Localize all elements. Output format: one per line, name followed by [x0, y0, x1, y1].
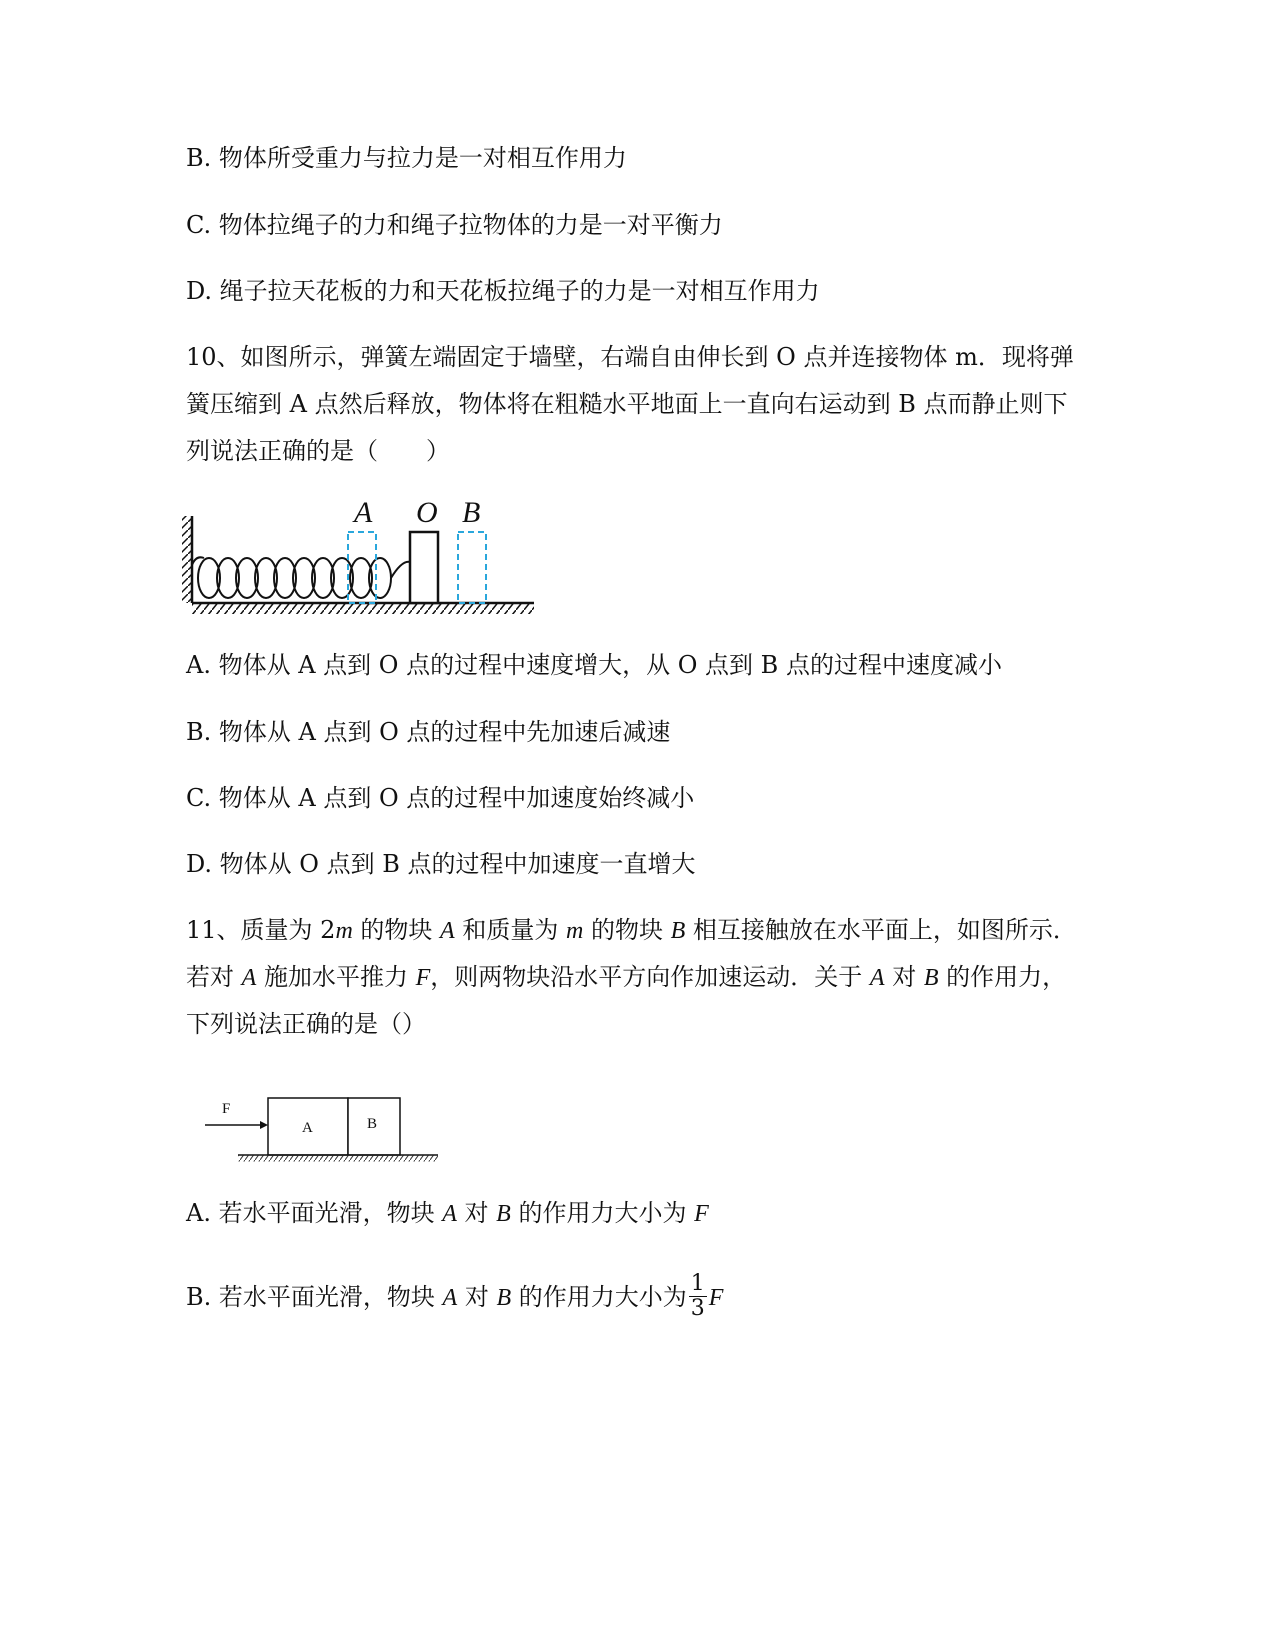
force-arrow-head — [260, 1121, 268, 1129]
q10-stem-line-2: 簧压缩到 A 点然后释放，物体将在粗糙水平地面上一直向右运动到 B 点而静止则下 — [186, 390, 1068, 418]
q10-stem-line-3: 列说法正确的是（ ） — [186, 437, 450, 465]
wall-hatch — [182, 516, 192, 603]
q10-option-d: D. 物体从 O 点到 B 点的过程中加速度一直增大 — [186, 850, 696, 878]
q10-stem-line-1: 10、如图所示，弹簧左端固定于墙壁，右端自由伸长到 O 点并连接物体 m．现将弹 — [186, 343, 1074, 371]
q9-option-b: B. 物体所受重力与拉力是一对相互作用力 — [186, 144, 627, 172]
q11-stem-line-2: 若对 A 施加水平推力 F，则两物块沿水平方向作加速运动．关于 A 对 B 的作用力， — [186, 963, 1067, 991]
q10-option-c: C. 物体从 A 点到 O 点的过程中加速度始终减小 — [186, 784, 695, 812]
label-a: A — [354, 496, 373, 529]
q9-option-d: D. 绳子拉天花板的力和天花板拉绳子的力是一对相互作用力 — [186, 277, 820, 305]
q11-option-b: B. 若水平面光滑，物块 A 对 B 的作用力大小为 $\frac{1}{3}$ F — [186, 1271, 724, 1321]
ground-hatch — [238, 1156, 438, 1162]
q9-option-c: C. 物体拉绳子的力和绳子拉物体的力是一对平衡力 — [186, 211, 723, 239]
q11-stem-line-1: 11、质量为 2m 的物块 A 和质量为 m 的物块 B 相互接触放在水平面上，如图所示． — [186, 916, 1077, 944]
fraction-one-third: $\frac{1}{3}$ — [690, 1271, 705, 1321]
label-b: B — [462, 496, 481, 529]
q11-blocks-figure — [190, 1090, 460, 1175]
block-m — [410, 532, 438, 603]
q10-option-b: B. 物体从 A 点到 O 点的过程中先加速后减速 — [186, 718, 671, 746]
block-b-label: B — [367, 1116, 378, 1132]
q10-option-a: A. 物体从 A 点到 O 点的过程中速度增大，从 O 点到 B 点的过程中速度减小 — [186, 651, 1002, 679]
force-label-f: F — [222, 1101, 231, 1117]
label-o: O — [416, 496, 438, 529]
spring-coils — [192, 557, 410, 598]
ground-hatch — [192, 604, 534, 614]
q10-spring-figure — [180, 490, 560, 630]
block-a-label: A — [302, 1120, 313, 1136]
block-position-b — [458, 532, 486, 603]
q11-option-a: A. 若水平面光滑，物块 A 对 B 的作用力大小为 F — [186, 1199, 709, 1227]
q11-stem-line-3: 下列说法正确的是（） — [186, 1010, 426, 1038]
